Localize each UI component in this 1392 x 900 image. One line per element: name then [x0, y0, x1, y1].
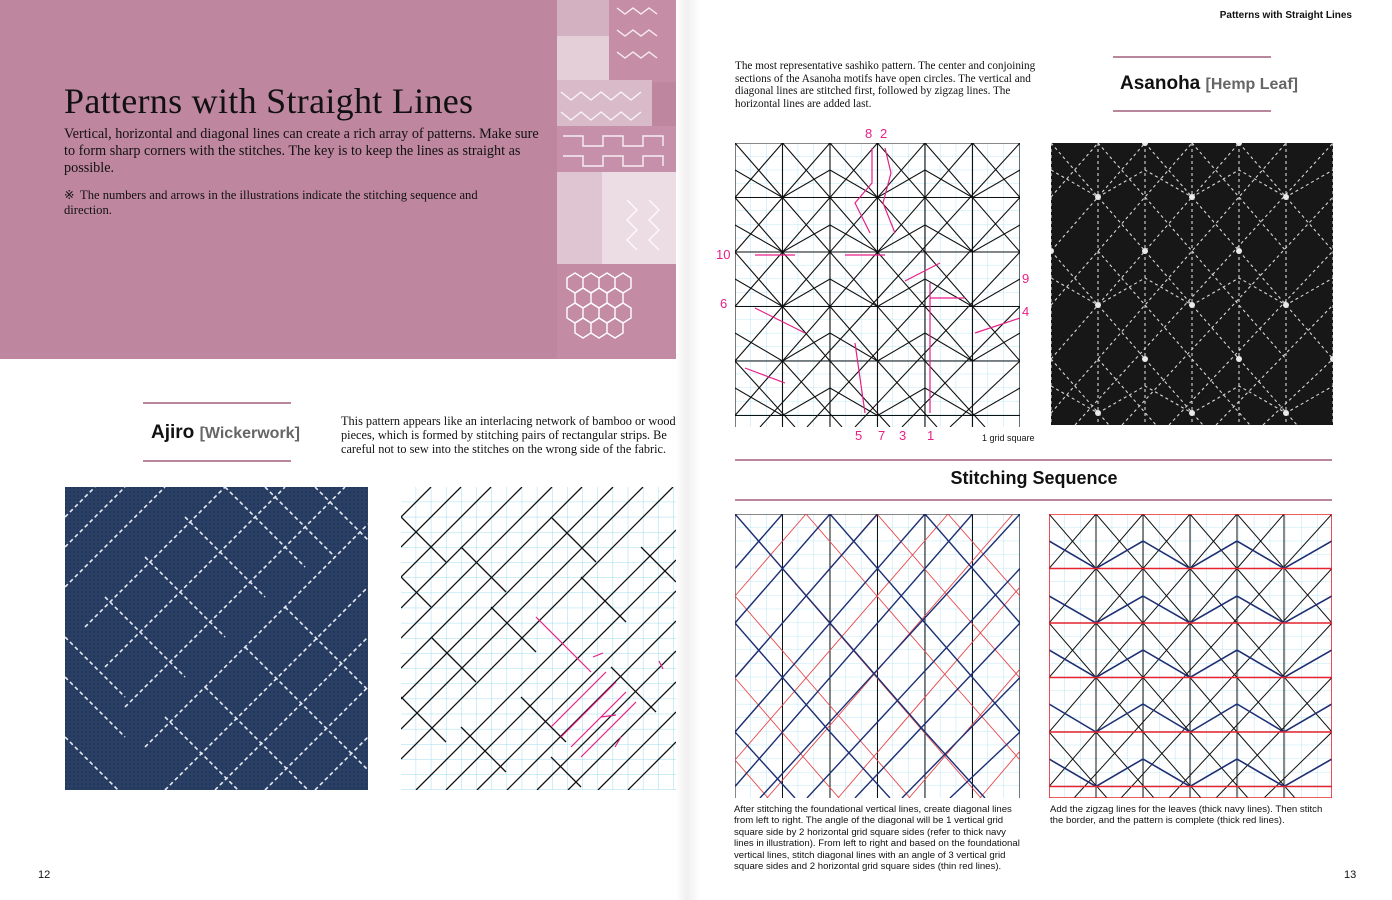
ajiro-subtitle: [Wickerwork]	[199, 425, 300, 442]
running-header: Patterns with Straight Lines	[1219, 10, 1352, 21]
seq-num-3: 3	[899, 428, 907, 443]
ajiro-sample-photo	[65, 487, 368, 790]
grid-square-label: 1 grid square	[982, 433, 1035, 443]
seq-num-6: 6	[720, 296, 728, 311]
ajiro-description: This pattern appears like an interlacing network of bamboo or wood pieces, which is formed by stitching pairs of rectangular strips. Be careful not to sew into the stitches on the wrong side of the fabric.	[341, 414, 676, 456]
asanoha-title	[1120, 73, 1298, 95]
note-text: The numbers and arrows in the illustrations indicate the stitching sequence and direction.	[64, 188, 478, 217]
sequence-rule-top	[735, 459, 1332, 461]
sequence-step-one-diagram	[735, 514, 1020, 798]
intro-paragraph: Vertical, horizontal and diagonal lines can create a rich array of patterns. Make sure to form sharp corners with the stitches. The key is to keep the lines as straight as possible.	[64, 126, 539, 176]
seq-num-7: 7	[878, 428, 886, 443]
ajiro-title	[151, 422, 300, 444]
seq-num-10: 10	[716, 247, 731, 262]
asanoha-description: The most representative sashiko pattern. The center and conjoining sections of the Asanoha motifs have open circles. The vertical and diagonal lines are stitched first, followed by zigzag lines. The horizontal lines are added last.	[735, 60, 1036, 110]
page-title: Patterns with Straight Lines	[64, 81, 474, 121]
page-number-right: 13	[1344, 869, 1357, 881]
sequence-step-two-caption: Add the zigzag lines for the leaves (thick navy lines). Then stitch the border, and the pattern is complete (thick red lines).	[1050, 804, 1323, 827]
seq-num-5: 5	[855, 428, 863, 443]
seq-num-1: 1	[927, 428, 935, 443]
seq-num-2: 2	[880, 126, 888, 141]
asanoha-title-rule-bottom	[1113, 110, 1271, 112]
pattern-swatches	[557, 0, 676, 359]
seq-num-4: 4	[1022, 304, 1030, 319]
note-mark: ※	[64, 188, 75, 202]
asanoha-title-rule-top	[1113, 56, 1271, 58]
ajiro-title-rule-top	[143, 402, 291, 404]
page-number-left: 12	[38, 869, 51, 881]
ajiro-title-rule-bottom	[143, 460, 291, 462]
asanoha-name: Asanoha	[1120, 73, 1201, 94]
asanoha-subtitle: [Hemp Leaf]	[1205, 76, 1298, 93]
sequence-rule-bottom	[735, 499, 1332, 501]
ajiro-diagram	[401, 487, 676, 790]
asanoha-diagram	[735, 143, 1020, 427]
seq-num-9: 9	[1022, 271, 1030, 286]
seq-num-8: 8	[865, 126, 873, 141]
intro-note	[64, 188, 524, 217]
stitching-sequence-title: Stitching Sequence	[950, 468, 1118, 488]
sequence-step-one-caption: After stitching the foundational vertical lines, create diagonal lines from left to right. The angle of the diagonal will be 1 vertical grid square side by 2 horizontal grid square sides (refer to thick navy lines in illustration). From left to right and based on the foundational vertical lines, stitch diagonal lines with an angle of 3 vertical grid square sides and 2 horizontal grid square sides (thin red lines).	[734, 804, 1020, 873]
book-gutter	[676, 0, 700, 900]
sequence-step-two-diagram	[1049, 514, 1332, 798]
ajiro-name: Ajiro	[151, 422, 195, 443]
asanoha-sample-photo	[1051, 143, 1333, 425]
